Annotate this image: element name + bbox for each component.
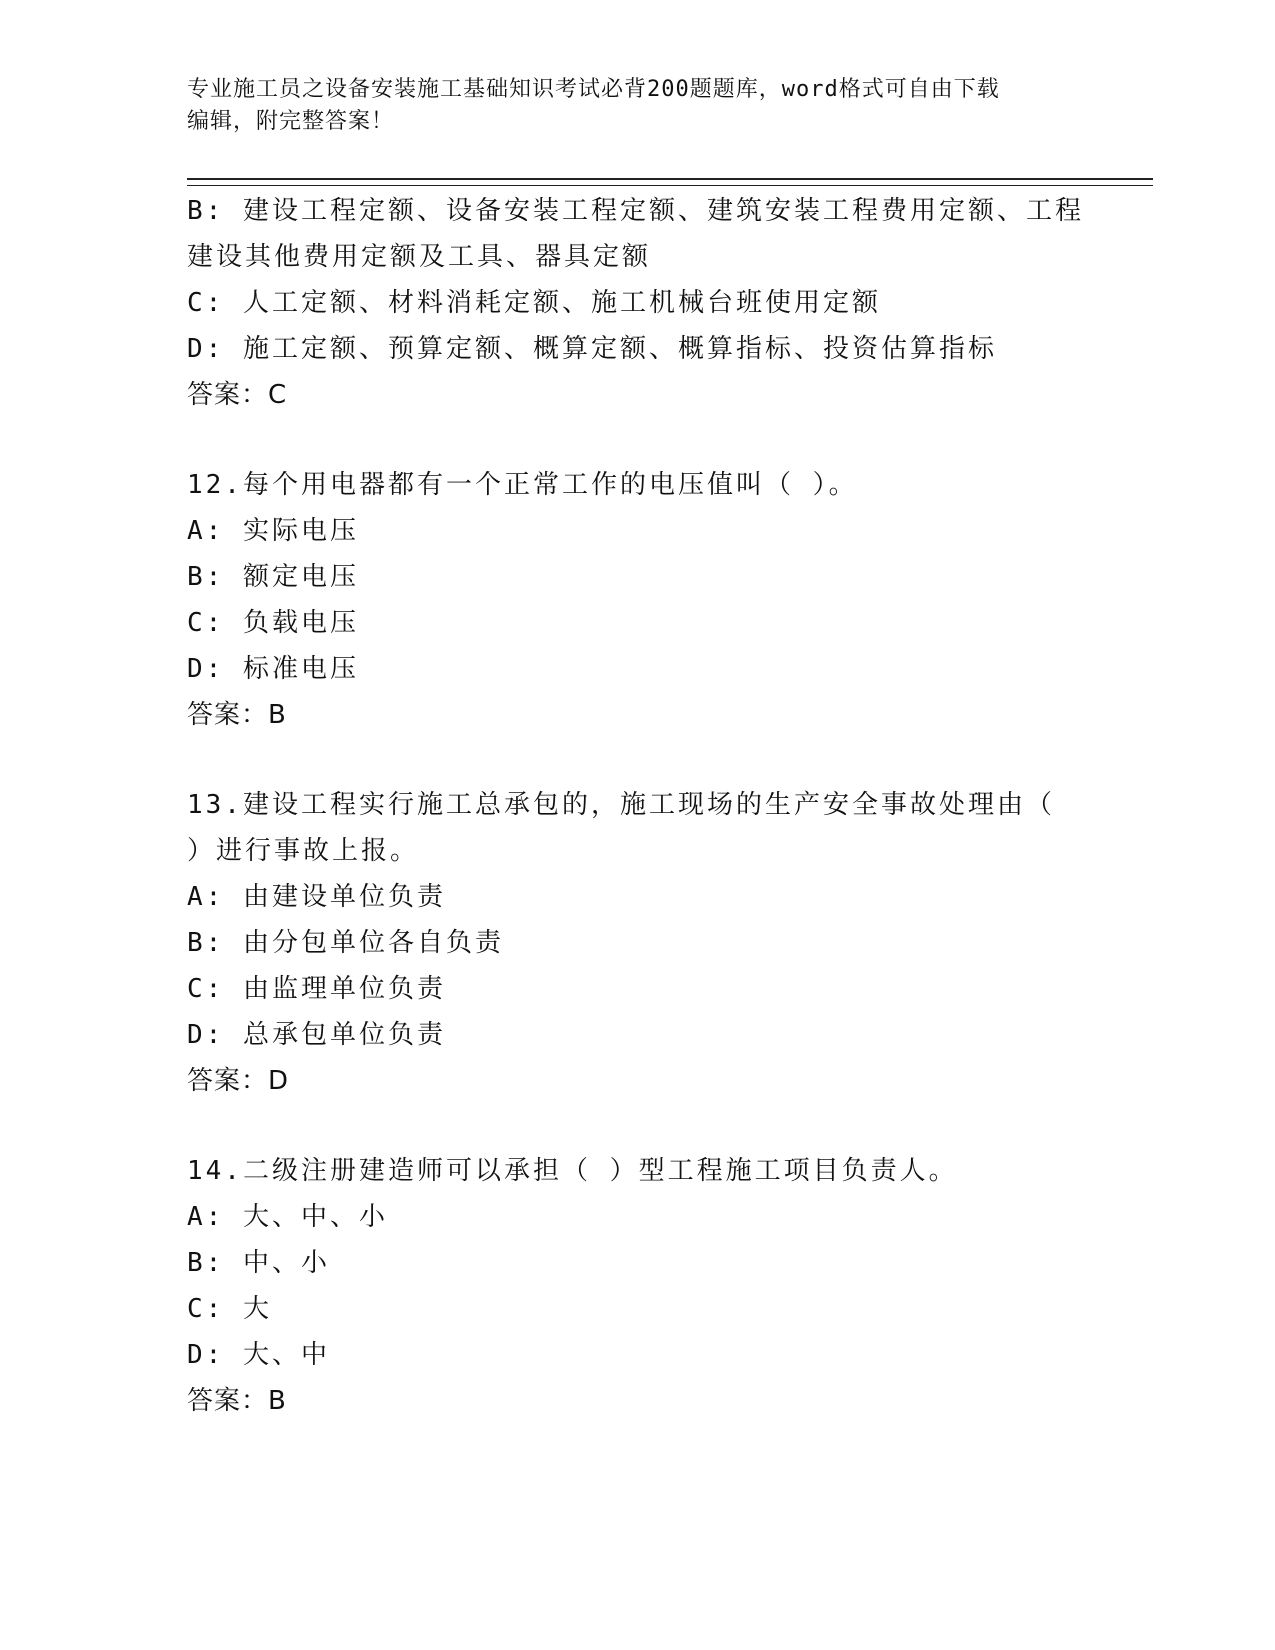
- option-d: D: 大、中: [187, 1340, 330, 1370]
- answer: 答案：B: [187, 1386, 287, 1416]
- spacer: [187, 418, 1087, 462]
- answer: 答案：D: [187, 1066, 290, 1096]
- option-b: B: 额定电压: [187, 562, 359, 592]
- option-c: C: 由监理单位负责: [187, 974, 446, 1004]
- option-b-line-1: B: 建设工程定额、设备安装工程定额、建筑安装工程费用定额、工程: [187, 196, 1084, 226]
- spacer: [187, 738, 1087, 782]
- option-c: C: 负载电压: [187, 608, 359, 638]
- option-b: B: 由分包单位各自负责: [187, 928, 504, 958]
- document-header: [187, 74, 1087, 138]
- question-14: [187, 1148, 1087, 1424]
- spacer: [187, 1104, 1087, 1148]
- option-d: D: 标准电压: [187, 654, 359, 684]
- header-line-2: 编辑，附完整答案！: [187, 109, 395, 134]
- option-a: A: 大、中、小: [187, 1202, 388, 1232]
- option-c: C: 大: [187, 1294, 272, 1324]
- question-13: [187, 782, 1087, 1104]
- answer: 答案：C: [187, 380, 288, 410]
- question-stem-line-1: 13.建设工程实行施工总承包的，施工现场的生产安全事故处理由（: [187, 790, 1055, 820]
- option-a: A: 由建设单位负责: [187, 882, 446, 912]
- question-stem: 14.二级注册建造师可以承担（ ）型工程施工项目负责人。: [187, 1156, 958, 1186]
- option-b-line-2: 建设其他费用定额及工具、器具定额: [187, 242, 652, 272]
- option-d: D: 施工定额、预算定额、概算定额、概算指标、投资估算指标: [187, 334, 997, 364]
- option-c: C: 人工定额、材料消耗定额、施工机械台班使用定额: [187, 288, 881, 318]
- header-divider: [187, 178, 1153, 186]
- question-stem-line-2: ）进行事故上报。: [187, 836, 420, 866]
- option-d: D: 总承包单位负责: [187, 1020, 446, 1050]
- option-a: A: 实际电压: [187, 516, 359, 546]
- question-stem: 12.每个用电器都有一个正常工作的电压值叫（ ）。: [187, 470, 858, 500]
- option-b: B: 中、小: [187, 1248, 330, 1278]
- question-list: [187, 188, 1087, 1424]
- header-line-1: 专业施工员之设备安装施工基础知识考试必背200题题库，word格式可自由下载: [187, 77, 1000, 102]
- question-12: [187, 462, 1087, 738]
- question-11-continued: [187, 188, 1087, 418]
- answer: 答案：B: [187, 700, 287, 730]
